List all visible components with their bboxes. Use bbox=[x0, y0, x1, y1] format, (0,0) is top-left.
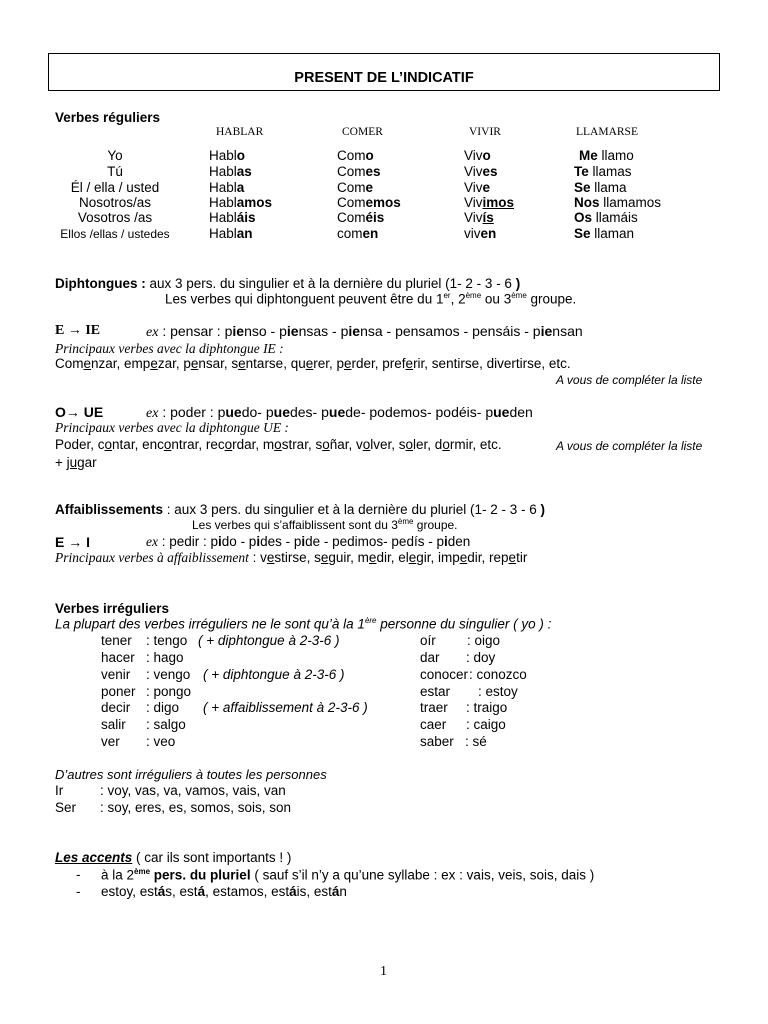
irregular-intro-text: La plupart des verbes irréguliers ne le sont qu’à la 1 bbox=[55, 616, 365, 632]
irregular-verb-6: ver bbox=[101, 734, 120, 749]
irregular-verb-right-1: dar bbox=[420, 650, 440, 665]
irregular-note-2: ( + diphtongue à 2-3-6 ) bbox=[203, 667, 345, 682]
ue-label: O→ UE bbox=[55, 404, 104, 420]
pronoun-3: Nosotros/as bbox=[78, 195, 152, 210]
ue-verb-part: o bbox=[274, 437, 282, 452]
vivir-form-5 bbox=[464, 226, 496, 241]
ue-verb-part: ler, d bbox=[413, 437, 443, 452]
ex-label-ue: ex bbox=[146, 406, 159, 421]
ie-example-part: ie bbox=[348, 323, 361, 339]
hablar-ending: áis bbox=[236, 210, 256, 225]
complete-note-ue: A vous de compléter la liste bbox=[556, 439, 703, 453]
comer-stem: Com bbox=[337, 164, 366, 179]
weak-verb-part: e bbox=[408, 550, 417, 565]
bullet-1: - bbox=[76, 867, 81, 882]
sup-er: er bbox=[443, 291, 451, 300]
irregular-verb-right-3: estar bbox=[420, 684, 451, 699]
ue-verb-part: strar, s bbox=[281, 437, 323, 452]
regular-heading: Verbes réguliers bbox=[55, 110, 161, 125]
irregular-verb-5: salir bbox=[101, 717, 126, 732]
irregular-form-2: : vengo bbox=[146, 667, 191, 682]
hablar-form-4 bbox=[209, 210, 256, 225]
ue-verb-part: o bbox=[104, 437, 113, 452]
weakening-group bbox=[192, 517, 458, 532]
ie-example-part: ie bbox=[286, 323, 299, 339]
comer-stem: com bbox=[337, 226, 363, 241]
ue-verb-part: rdar, m bbox=[232, 437, 275, 452]
accent-form-part: á bbox=[331, 884, 340, 899]
vivir-form-2 bbox=[464, 180, 490, 195]
llamarse-form-4 bbox=[574, 210, 638, 225]
irregular-verb-0: tener bbox=[101, 633, 132, 648]
vivir-stem: Viv bbox=[464, 180, 483, 195]
ue-verb-part: ñar, v bbox=[329, 437, 363, 452]
ue-example-part: den bbox=[509, 404, 533, 420]
irregular-verb-right-2: conocer bbox=[420, 667, 469, 682]
hablar-form-0 bbox=[209, 148, 245, 163]
reflexive-pronoun: Me bbox=[579, 148, 598, 163]
llamarse-form-5 bbox=[574, 226, 634, 241]
accents-heading-line bbox=[55, 850, 291, 865]
ie-example-part: : pensar : p bbox=[162, 323, 233, 339]
weakening-rule-close: ) bbox=[540, 502, 545, 517]
comer-form-5 bbox=[337, 226, 378, 241]
ex-label: ex bbox=[146, 325, 159, 340]
pronoun-0: Yo bbox=[107, 148, 123, 163]
plus-sign: + bbox=[55, 455, 67, 470]
diphthong-rule-line bbox=[55, 276, 520, 291]
ei-example-part: i bbox=[256, 534, 261, 549]
weak-verb-part: dir, rep bbox=[467, 550, 509, 565]
llamarse-form-2 bbox=[574, 180, 627, 195]
diphthong-rule: aux 3 pers. du singulier et à la dernière du pluriel (1- 2 - 3 - 6 bbox=[145, 276, 516, 291]
page-number: 1 bbox=[380, 964, 387, 979]
jugar-stem: jug bbox=[66, 455, 85, 470]
hablar-form-1 bbox=[209, 164, 252, 179]
irregular-note-0: ( + diphtongue à 2-3-6 ) bbox=[198, 633, 340, 648]
irregular-verb-right-5: caer bbox=[420, 717, 447, 732]
ie-verb-part: e bbox=[405, 356, 414, 371]
bullet-2: - bbox=[76, 884, 81, 899]
ei-example-part: : pedir : p bbox=[161, 534, 219, 549]
sup-eme-2: ème bbox=[511, 291, 527, 300]
comer-form-0 bbox=[337, 148, 374, 163]
ir-label: Ir bbox=[55, 783, 64, 798]
title-box bbox=[48, 53, 720, 91]
ie-verbs bbox=[55, 356, 571, 371]
irregular-verb-1: hacer bbox=[101, 650, 135, 665]
ie-verb-part: Com bbox=[55, 356, 84, 371]
ei-example-text bbox=[162, 534, 471, 549]
accent-line-1-sup: ème bbox=[134, 867, 151, 876]
irregular-form-right-6: : sé bbox=[465, 734, 487, 749]
reflexive-pronoun: Os bbox=[574, 210, 593, 225]
ue-example-part: ue bbox=[493, 404, 510, 420]
comer-ending: emos bbox=[365, 195, 401, 210]
irregular-verb-2: venir bbox=[101, 667, 131, 682]
accents-heading: Les accents bbox=[55, 850, 133, 865]
irregular-form-6: : veo bbox=[146, 734, 176, 749]
irregular-form-right-0: : oigo bbox=[467, 633, 501, 648]
comer-stem: Com bbox=[337, 148, 366, 163]
irregular-verb-right-0: oír bbox=[420, 633, 436, 648]
vivir-stem: Viv bbox=[464, 164, 483, 179]
hablar-stem: Habl bbox=[209, 148, 237, 163]
weakening-rule: : aux 3 pers. du singulier et à la dernière du pluriel (1- 2 - 3 - 6 bbox=[163, 502, 541, 517]
vivir-stem: Viv bbox=[464, 195, 483, 210]
ei-label: E → I bbox=[55, 534, 91, 550]
ex-label-ei: ex bbox=[146, 534, 158, 549]
irregular-form-right-1: : doy bbox=[466, 650, 496, 665]
ie-label: E → IE bbox=[55, 323, 101, 338]
ue-example-text bbox=[162, 404, 533, 420]
ei-example-part: den bbox=[447, 534, 471, 549]
irregular-form-4: : digo bbox=[146, 700, 180, 715]
llamarse-form-1 bbox=[574, 164, 632, 179]
complete-note-ie: A vous de compléter la liste bbox=[556, 373, 703, 387]
weak-verb-part: : v bbox=[248, 550, 267, 565]
accent-form-part: s, est bbox=[165, 884, 198, 899]
hablar-stem: Habl bbox=[209, 164, 237, 179]
ie-verb-part: e bbox=[150, 356, 158, 371]
weakening-verbs bbox=[249, 550, 527, 565]
ei-example bbox=[146, 534, 470, 550]
vivir-ending: ís bbox=[482, 210, 494, 225]
ei-example-part: do - p bbox=[221, 534, 257, 549]
ue-verb-part: o bbox=[163, 437, 172, 452]
ie-verb-part: e bbox=[190, 356, 199, 371]
accent-form-part: n bbox=[339, 884, 347, 899]
comer-ending: o bbox=[365, 148, 374, 163]
irregular-verb-right-6: saber bbox=[420, 734, 454, 749]
ei-example-part: des - p bbox=[260, 534, 302, 549]
ie-verb-part: e bbox=[83, 356, 92, 371]
irregular-verb-4: decir bbox=[101, 700, 131, 715]
reflexive-pronoun: Se bbox=[574, 226, 591, 241]
vivir-stem: Viv bbox=[464, 210, 483, 225]
weak-verb-part: guir, m bbox=[328, 550, 369, 565]
ser-label: Ser bbox=[55, 800, 77, 815]
weak-verb-part: e bbox=[320, 550, 329, 565]
column-comer: COMER bbox=[342, 126, 383, 138]
diphthong-groups bbox=[165, 291, 576, 307]
vivir-ending: e bbox=[482, 180, 491, 195]
pronoun-5: Ellos /ellas / ustedes bbox=[60, 227, 170, 241]
ie-verb-part: e bbox=[344, 356, 352, 371]
vivir-ending: imos bbox=[482, 195, 515, 210]
ie-example-part: nso - p bbox=[244, 323, 287, 339]
vivir-form-0 bbox=[464, 148, 491, 163]
accent-line-1-post: ( sauf s’il n’y a qu’une syllabe : ex : vais, veis, sois, dais ) bbox=[250, 867, 595, 883]
groups-text-4: groupe. bbox=[526, 291, 577, 307]
vivir-form-3 bbox=[464, 195, 514, 210]
comer-ending: es bbox=[365, 164, 381, 179]
ie-verb-part: e bbox=[238, 356, 246, 371]
irregular-form-0: : tengo bbox=[146, 633, 188, 648]
llamarse-rest: llama bbox=[590, 180, 627, 195]
accent-form-part: , estamos, est bbox=[205, 884, 290, 899]
irregular-verb-right-4: traer bbox=[420, 700, 448, 715]
ue-example-part: des- p bbox=[289, 404, 329, 420]
weakening-heading: Affaiblissements bbox=[55, 502, 164, 517]
ie-example bbox=[146, 323, 583, 341]
weak-verb-part: e bbox=[459, 550, 468, 565]
accent-form-part: á bbox=[289, 884, 297, 899]
vivir-form-4 bbox=[464, 210, 494, 225]
ie-example-part: nsa - pensamos - pensáis - p bbox=[360, 323, 541, 339]
irregular-intro bbox=[55, 616, 551, 632]
weak-verb-part: gir, imp bbox=[416, 550, 460, 565]
ue-example-part: do- p bbox=[241, 404, 274, 420]
ie-example-part: nsan bbox=[552, 323, 583, 339]
ei-example-part: i bbox=[301, 534, 306, 549]
reflexive-pronoun: Se bbox=[574, 180, 591, 195]
comer-form-3 bbox=[337, 195, 401, 210]
weak-verb-part: e bbox=[508, 550, 517, 565]
ue-verb-part: lver, s bbox=[370, 437, 406, 452]
diphthong-rule-close: ) bbox=[515, 276, 521, 291]
llamarse-rest: llaman bbox=[590, 226, 635, 241]
irregular-intro-end: personne du singulier ( yo ) : bbox=[376, 616, 552, 632]
ue-verb-part: ntar, enc bbox=[112, 437, 164, 452]
groups-text-3: ou 3 bbox=[481, 291, 512, 307]
irregular-note-4: ( + affaiblissement à 2-3-6 ) bbox=[203, 700, 368, 715]
comer-stem: Com bbox=[337, 210, 366, 225]
ue-verb-part: rmir, etc. bbox=[449, 437, 502, 452]
ie-example-part: ie bbox=[232, 323, 245, 339]
irregular-form-right-4: : traigo bbox=[466, 700, 508, 715]
ie-example-part: ie bbox=[540, 323, 553, 339]
ue-verb-part: o bbox=[224, 437, 233, 452]
ser-forms: : soy, eres, es, somos, sois, son bbox=[100, 800, 292, 815]
ue-verb-part: Poder, c bbox=[55, 437, 105, 452]
accent-line-2 bbox=[101, 884, 347, 899]
ue-verb-part: o bbox=[442, 437, 450, 452]
vivir-ending: en bbox=[480, 226, 497, 241]
llamarse-rest: llamas bbox=[588, 164, 632, 179]
comer-stem: Com bbox=[337, 195, 366, 210]
accent-line-1 bbox=[101, 867, 594, 883]
weakening-rule-line bbox=[55, 502, 545, 517]
ie-example-text bbox=[162, 323, 582, 339]
hablar-ending: an bbox=[236, 226, 253, 241]
weak-sup: ème bbox=[397, 517, 414, 526]
reflexive-pronoun: Te bbox=[574, 164, 589, 179]
ie-verb-part: e bbox=[305, 356, 314, 371]
weak-verb-part: e bbox=[266, 550, 275, 565]
weak-group-text: Les verbes qui s’affaiblissent sont du 3 bbox=[192, 518, 398, 532]
ie-verb-part: nsar, s bbox=[198, 356, 239, 371]
accent-form-part: estoy, est bbox=[101, 884, 158, 899]
ue-verb-part: o bbox=[322, 437, 330, 452]
ie-verb-part: rer, p bbox=[313, 356, 344, 371]
all-persons-note: D’autres sont irréguliers à toutes les personnes bbox=[55, 767, 327, 782]
weakening-principal-line bbox=[55, 550, 527, 566]
column-vivir: VIVIR bbox=[469, 126, 501, 138]
ue-principal: Principaux verbes avec la diphtongue UE : bbox=[55, 420, 289, 435]
hablar-ending: o bbox=[236, 148, 246, 163]
groups-text-2: , 2 bbox=[450, 291, 466, 307]
page-title: PRESENT DE L’INDICATIF bbox=[294, 70, 474, 86]
ei-example-part: i bbox=[443, 534, 448, 549]
accent-line-1-pre: à la 2 bbox=[101, 867, 135, 883]
ue-verb-part: o bbox=[405, 437, 414, 452]
hablar-ending: as bbox=[236, 164, 252, 179]
column-hablar: HABLAR bbox=[216, 126, 264, 138]
hablar-stem: Habl bbox=[209, 180, 237, 195]
ue-verb-part: o bbox=[362, 437, 371, 452]
comer-ending: en bbox=[362, 226, 379, 241]
weak-verb-part: tir bbox=[516, 550, 528, 565]
irregular-form-right-5: : caigo bbox=[466, 717, 506, 732]
comer-form-1 bbox=[337, 164, 381, 179]
ir-forms: : voy, vas, va, vamos, vais, van bbox=[100, 783, 286, 798]
comer-form-4 bbox=[337, 210, 384, 225]
vivir-ending: o bbox=[482, 148, 491, 163]
irregular-form-3: : pongo bbox=[146, 684, 192, 699]
weakening-principal: Principaux verbes à affaiblissement bbox=[55, 550, 249, 565]
hablar-form-3 bbox=[209, 195, 272, 210]
vivir-form-1 bbox=[464, 164, 498, 179]
ei-example-part: de - pedimos- pedís - p bbox=[305, 534, 444, 549]
pronoun-2: Él / ella / usted bbox=[70, 180, 160, 195]
ie-verb-part: rir, sentirse, divertirse, etc. bbox=[413, 356, 571, 371]
comer-ending: e bbox=[365, 180, 374, 195]
weak-verb-part: stirse, s bbox=[274, 550, 321, 565]
ue-example-part: ue bbox=[328, 404, 346, 420]
ue-plus-jugar bbox=[55, 455, 97, 470]
column-llamarse: LLAMARSE bbox=[576, 126, 638, 138]
hablar-stem: Habl bbox=[209, 195, 237, 210]
ue-verbs bbox=[55, 437, 502, 452]
irregular-intro-sup: ère bbox=[364, 616, 377, 625]
irregular-form-1: : hago bbox=[146, 650, 184, 665]
llamarse-rest: llamo bbox=[597, 148, 634, 163]
hablar-stem: Habl bbox=[209, 210, 237, 225]
accent-form-part: á bbox=[197, 884, 206, 899]
reflexive-pronoun: Nos bbox=[574, 195, 600, 210]
ie-principal: Principaux verbes avec la diphtongue IE : bbox=[55, 341, 284, 356]
groups-text-1: Les verbes qui diphtonguent peuvent être du 1 bbox=[165, 291, 444, 307]
ue-example-part: : poder : p bbox=[162, 404, 226, 420]
accents-note: ( car ils sont importants ! ) bbox=[132, 850, 292, 865]
ie-verb-part: zar, p bbox=[157, 356, 191, 371]
comer-form-2 bbox=[337, 180, 373, 195]
hablar-form-5 bbox=[209, 226, 253, 241]
vivir-stem: viv bbox=[464, 226, 481, 241]
ei-example-part: i bbox=[218, 534, 222, 549]
pronoun-4: Vosotros /as bbox=[77, 210, 153, 225]
comer-ending: éis bbox=[365, 210, 385, 225]
jugar-end: ar bbox=[84, 455, 97, 470]
accent-form-part: á bbox=[157, 884, 166, 899]
ue-example-part: ue bbox=[225, 404, 242, 420]
irregular-form-right-2: : conozco bbox=[469, 667, 527, 682]
ie-verb-part: ntarse, qu bbox=[245, 356, 306, 371]
accent-line-1-bold: pers. du pluriel bbox=[150, 867, 251, 883]
irregular-heading: Verbes irréguliers bbox=[55, 601, 170, 616]
accent-form-part: is, est bbox=[296, 884, 332, 899]
irregular-verb-3: poner bbox=[101, 684, 136, 699]
ie-verb-part: rder, pref bbox=[351, 356, 406, 371]
llamarse-rest: llamamos bbox=[599, 195, 662, 210]
hablar-ending: amos bbox=[236, 195, 273, 210]
ue-verb-part: ntrar, rec bbox=[171, 437, 225, 452]
irregular-form-5: : salgo bbox=[146, 717, 186, 732]
diphthong-heading: Diphtongues : bbox=[55, 276, 146, 291]
vivir-stem: Viv bbox=[464, 148, 483, 163]
llamarse-form-3 bbox=[574, 195, 661, 210]
llamarse-rest: llamáis bbox=[592, 210, 638, 225]
sup-eme-1: ème bbox=[465, 291, 482, 300]
ue-example-part: de- podemos- podéis- p bbox=[345, 404, 494, 420]
ie-verb-part: nzar, emp bbox=[91, 356, 151, 371]
ue-example-part: ue bbox=[273, 404, 290, 420]
hablar-form-2 bbox=[209, 180, 244, 195]
weak-verb-part: dir, el bbox=[376, 550, 409, 565]
hablar-stem: Habl bbox=[209, 226, 237, 241]
hablar-ending: a bbox=[236, 180, 245, 195]
weak-verb-part: e bbox=[368, 550, 377, 565]
ie-example-part: nsas - p bbox=[298, 323, 349, 339]
pronoun-1: Tú bbox=[107, 164, 123, 179]
llamarse-form-0 bbox=[579, 148, 634, 163]
comer-stem: Com bbox=[337, 180, 366, 195]
vivir-ending: es bbox=[482, 164, 498, 179]
irregular-form-right-3: : estoy bbox=[478, 684, 518, 699]
weak-group-end: groupe. bbox=[413, 518, 458, 532]
